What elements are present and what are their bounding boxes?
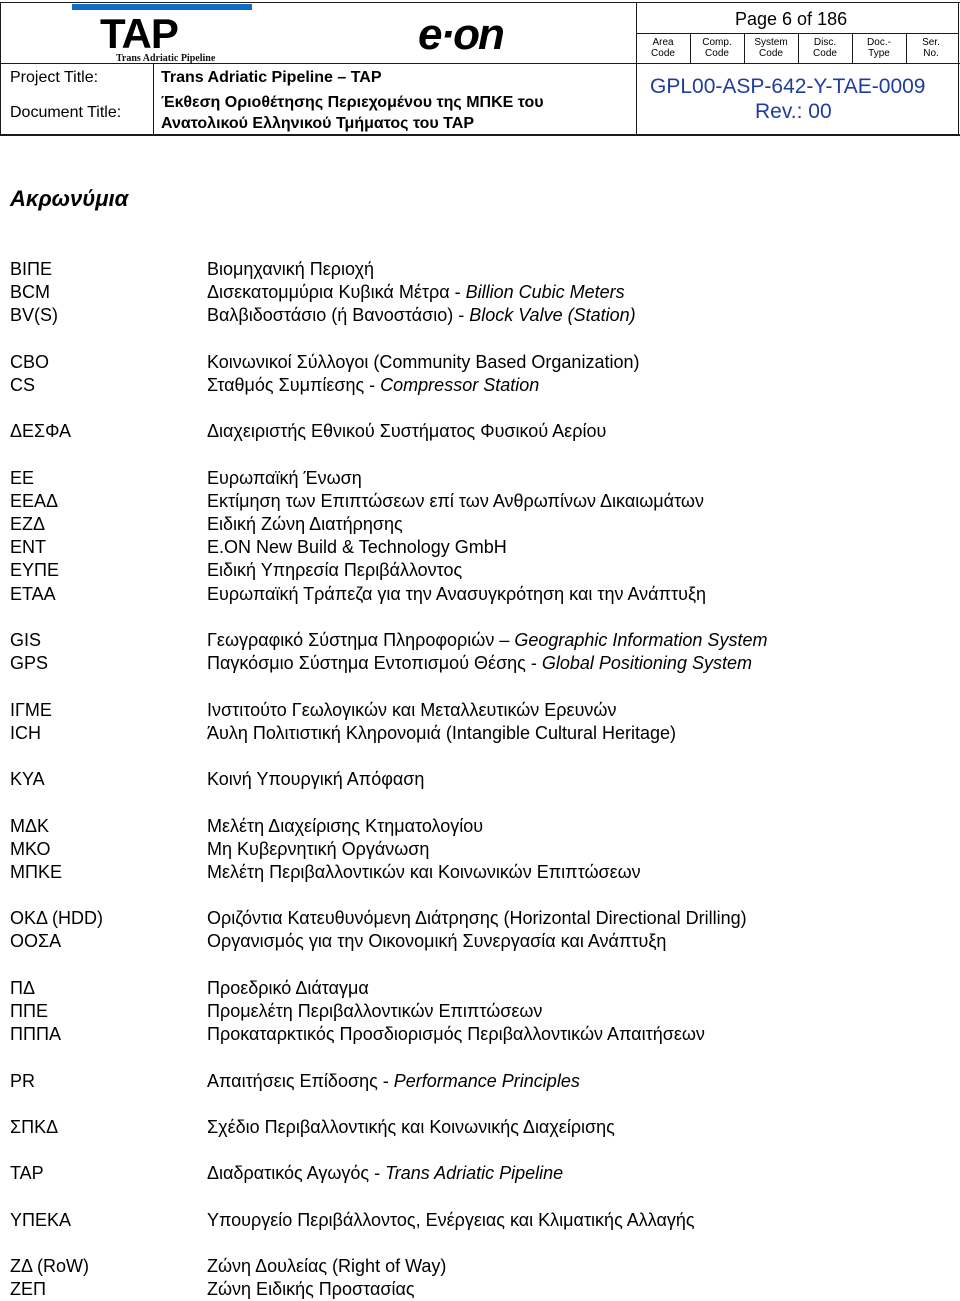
group-spacer [0,1186,960,1209]
acronym-definition [207,907,747,930]
acronym-row [0,513,960,536]
acronym-row [0,1255,960,1278]
acronym-definition-text: Διαχειριστής Εθνικού Συστήματος Φυσικού Αερίου [207,421,607,442]
acronym-row [0,722,960,745]
group-spacer [0,397,960,420]
acronym-abbreviation: CS [10,374,36,395]
document-title-label: Document Title: [10,104,122,121]
acronym-definition [207,1255,446,1278]
acronym-definition [207,490,704,513]
code-divider [798,33,799,63]
acronym-row [0,815,960,838]
code-label-disc: Disc. Code [813,37,837,59]
acronym-abbreviation: ΠΠΠΑ [10,1024,62,1045]
document-header [0,0,960,136]
acronym-definition [207,1116,615,1139]
acronym-abbreviation: BCM [10,282,50,303]
code-divider [906,33,907,63]
acronym-definition [207,1162,563,1185]
document-title-value-line1: Έκθεση Οριοθέτησης Περιεχομένου της ΜΠΚΕ του [161,94,544,111]
acronym-abbreviation: ΖΔ (RoW) [10,1256,90,1277]
group-spacer [0,954,960,977]
acronym-abbreviation: TAP [10,1163,44,1184]
code-divider [852,33,853,63]
acronym-row [0,768,960,791]
acronym-abbreviation: GPS [10,653,49,674]
code-label-system: System Code [754,37,788,59]
code-label-area: Area Code [651,37,675,59]
acronym-row [0,420,960,443]
acronym-definition-english: Trans Adriatic Pipeline [385,1163,564,1184]
acronym-definition [207,977,369,1000]
group-spacer [0,675,960,698]
acronym-abbreviation: ΟΚΔ (HDD) [10,908,104,929]
acronym-definition [207,1278,415,1301]
acronym-definition-text: Οργανισμός για την Οικονομική Συνεργασία και Ανάπτυξη [207,931,667,952]
acronym-row [0,1023,960,1046]
group-spacer [0,328,960,351]
code-divider [690,33,691,63]
acronym-abbreviation: PR [10,1070,36,1091]
acronym-abbreviation: BV(S) [10,305,59,326]
acronym-definition-text: Κοινή Υπουργική Απόφαση [207,769,425,790]
acronym-definition-english: Billion Cubic Meters [465,282,625,303]
header-rule-right [958,2,959,135]
acronym-row [0,304,960,327]
acronym-definition-text: Ειδική Υπηρεσία Περιβάλλοντος [207,560,463,581]
acronym-definition [207,861,641,884]
acronym-row [0,536,960,559]
acronym-abbreviation: ΟΟΣΑ [10,931,62,952]
acronym-row [0,1209,960,1232]
acronym-definition [207,420,606,443]
code-label-comp: Comp. Code [702,37,732,59]
acronym-row [0,652,960,675]
acronym-definition [207,374,539,397]
section-title: Ακρωνύμια [10,186,129,211]
acronym-definition-text: Απαιτήσεις Επίδοσης - [207,1070,394,1091]
acronym-abbreviation: ΕΥΠΕ [10,560,60,581]
acronym-definition [207,304,636,327]
acronym-row [0,930,960,953]
acronym-definition-text: Παγκόσμιο Σύστημα Εντοπισμού Θέσης - [207,653,542,674]
acronym-definition [207,513,403,536]
group-spacer [0,1046,960,1069]
acronym-definition-text: Οριζόντια Κατευθυνόμενη Διάτρησης (Horizontal Directional Drilling) [207,908,747,929]
header-rule-top [0,2,960,3]
acronym-row [0,351,960,374]
acronym-row [0,467,960,490]
acronym-definition-text: Γεωγραφικό Σύστημα Πληροφοριών – [207,630,515,650]
acronym-row [0,629,960,652]
acronym-abbreviation: ΙΓΜΕ [10,699,52,720]
acronym-row [0,1070,960,1093]
document-title-value-line2: Ανατολικού Ελληνικού Τμήματος του TAP [161,115,474,132]
page-number: Page 6 of 186 [735,9,848,29]
acronym-definition [207,768,424,791]
acronym-row [0,838,960,861]
document-number: GPL00-ASP-642-Y-TAE-0009 [650,75,926,98]
group-spacer [0,1232,960,1255]
acronym-definition-text: Μη Κυβερνητική Οργάνωση [207,838,430,859]
acronym-abbreviation: ΚΥΑ [10,769,45,790]
acronym-abbreviation: GIS [10,630,42,650]
group-spacer [0,791,960,814]
acronym-abbreviation: CBO [10,351,50,372]
acronym-abbreviation: ΕΕΑΔ [10,490,59,511]
acronym-row [0,977,960,1000]
acronym-row [0,583,960,606]
acronym-definition-text: Άυλη Πολιτιστική Κληρονομιά (Intangible Cultural Heritage) [207,722,677,743]
acronym-list [0,258,960,1301]
acronym-row [0,1162,960,1185]
acronym-row [0,258,960,281]
acronym-definition [207,1209,695,1232]
acronym-definition-text: Σχέδιο Περιβαλλοντικής και Κοινωνικής Διαχείρισης [207,1116,615,1137]
acronym-definition-text: Προμελέτη Περιβαλλοντικών Επιπτώσεων [207,1001,543,1021]
acronym-definition-text: Προκαταρκτικός Προσδιορισμός Περιβαλλοντικών Απαιτήσεων [207,1024,705,1045]
acronym-definition [207,281,625,304]
acronym-row [0,374,960,397]
acronym-definition [207,1000,542,1023]
acronym-definition-text: Προεδρικό Διάταγμα [207,977,369,998]
acronym-definition-text: Μελέτη Διαχείρισης Κτηματολογίου [207,815,484,836]
acronym-definition [207,699,616,722]
acronym-row [0,1116,960,1139]
acronym-definition [207,930,666,953]
acronym-row [0,907,960,930]
acronym-definition-text: Κοινωνικοί Σύλλογοι (Community Based Organization) [207,351,640,372]
acronym-definition [207,351,639,374]
acronym-row [0,281,960,304]
acronym-row [0,1278,960,1301]
acronym-abbreviation: ΜΚΟ [10,838,51,859]
acronym-definition [207,815,483,838]
project-title-value: Trans Adriatic Pipeline – TAP [161,69,382,86]
tap-logo [72,4,252,64]
acronym-abbreviation: ΕΤΑΑ [10,583,56,604]
acronym-definition [207,559,462,582]
group-spacer [0,444,960,467]
acronym-definition-english: Performance Principles [393,1070,580,1091]
group-spacer [0,1093,960,1116]
acronym-definition-text: Μελέτη Περιβαλλοντικών και Κοινωνικών Επιπτώσεων [207,861,641,882]
tap-logo-word: TAP [100,10,178,57]
acronym-definition-text: Βιομηχανική Περιοχή [207,259,375,279]
code-divider [744,33,745,63]
acronym-definition [207,722,676,745]
acronym-definition-english: Compressor Station [380,374,540,395]
acronym-definition [207,467,362,490]
acronym-definition-text: Διαδρατικός Αγωγός - [207,1163,386,1184]
acronym-definition-english: Global Positioning System [541,653,752,674]
acronym-definition-text: Σταθμός Συμπίεσης - [207,374,381,395]
acronym-definition-text: Ευρωπαϊκή Ένωση [207,467,362,488]
acronym-definition [207,629,767,652]
group-spacer [0,884,960,907]
acronym-row [0,861,960,884]
code-label-ser-no: Ser. No. [922,37,940,59]
acronym-definition [207,258,374,281]
acronym-definition-text: Υπουργείο Περιβάλλοντος, Ενέργειας και Κλιματικής Αλλαγής [207,1209,695,1230]
acronym-row [0,1000,960,1023]
header-rule-split [636,2,637,135]
group-spacer [0,745,960,768]
acronym-definition-text: Βαλβιδοστάσιο (ή Βανοστάσιο) - [207,305,470,326]
acronym-definition-text: Ζώνη Δουλείας (Right of Way) [207,1256,447,1277]
acronym-abbreviation: ΕΖΔ [10,514,46,535]
acronym-definition [207,1070,580,1093]
acronym-definition-text: Ειδική Ζώνη Διατήρησης [207,514,403,535]
acronym-abbreviation: ΜΔΚ [10,815,50,836]
acronym-definition-text: Ζώνη Ειδικής Προστασίας [207,1279,415,1300]
project-title-label: Project Title: [10,69,99,86]
acronym-abbreviation: ΣΠΚΔ [10,1116,59,1137]
acronym-abbreviation: ENT [10,537,46,558]
acronym-definition-text: Ινστιτούτο Γεωλογικών και Μεταλλευτικών Ερευνών [207,699,617,720]
header-rule-label-col [153,63,154,135]
acronym-row [0,490,960,513]
acronym-definition-english: Geographic Information System [514,630,768,650]
acronym-definition-english: Block Valve (Station) [469,305,636,326]
acronym-definition [207,536,507,559]
acronym-definition [207,652,752,675]
acronym-definition-text: Ευρωπαϊκή Τράπεζα για την Ανασυγκρότηση και την Ανάπτυξη [207,583,707,604]
acronym-definition-text: Δισεκατομμύρια Κυβικά Μέτρα - [207,282,466,303]
acronym-definition [207,1023,705,1046]
revision-number: Rev.: 00 [755,100,832,123]
acronym-definition-text: E.ON New Build & Technology GmbH [207,537,507,558]
header-rule-bottom [0,134,960,136]
acronym-row [0,559,960,582]
group-spacer [0,1139,960,1162]
acronym-abbreviation: ΜΠΚΕ [10,861,63,882]
acronym-definition [207,838,429,861]
acronym-abbreviation: ICH [10,722,41,743]
code-label-doc-type: Doc.- Type [867,37,891,59]
acronym-abbreviation: ΠΔ [10,977,36,998]
eon-logo: e·on [418,10,503,59]
acronym-row [0,699,960,722]
tap-logo-subtitle: Trans Adriatic Pipeline [116,53,216,64]
acronym-definition-text: Εκτίμηση των Επιπτώσεων επί των Ανθρωπίνων Δικαιωμάτων [207,490,704,511]
group-spacer [0,606,960,629]
acronym-abbreviation: ΖΕΠ [10,1279,46,1300]
acronym-abbreviation: ΠΠΕ [10,1001,49,1021]
acronym-abbreviation: ΔΕΣΦΑ [10,421,72,442]
acronym-abbreviation: ΕΕ [10,467,35,488]
acronym-abbreviation: ΒΙΠΕ [10,259,53,279]
acronym-abbreviation: ΥΠΕΚΑ [10,1209,72,1230]
header-rule-left [0,2,1,135]
acronym-definition [207,583,706,606]
